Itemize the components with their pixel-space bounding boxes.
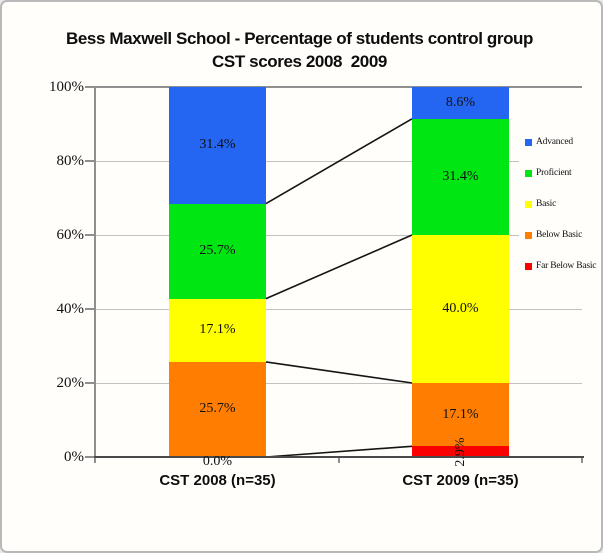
connector-line (266, 235, 412, 299)
category-label: CST 2009 (n=35) (402, 472, 519, 489)
category-label: CST 2008 (n=35) (159, 472, 276, 489)
legend-label: Advanced (536, 137, 573, 147)
chart-area (2, 2, 603, 553)
x-tick-mark (94, 458, 96, 463)
x-tick-mark (581, 458, 583, 463)
y-tick-label: 40% (56, 301, 84, 317)
y-tick-label: 80% (56, 153, 84, 169)
y-tick-label: 60% (56, 227, 84, 243)
chart-title-line1: Bess Maxwell School - Percentage of students control group (65, 29, 534, 48)
bar-segment-label: 31.4% (199, 137, 236, 153)
y-tick-label: 0% (64, 449, 84, 465)
bar-segment-label: 25.7% (199, 243, 236, 259)
bar-segment-label: 8.6% (445, 94, 476, 110)
bar-segment-label: 2.9% (452, 437, 468, 467)
bar-segment-label: 25.7% (199, 401, 236, 417)
y-tick-label: 100% (49, 79, 84, 95)
bar-segment-label: 40.0% (442, 301, 479, 316)
connector-lines (2, 2, 603, 553)
chart-title-line2: CST scores 2008 2009 (212, 52, 387, 71)
legend-label: Below Basic (536, 230, 583, 240)
legend-label: Basic (536, 199, 557, 209)
bar-segment-label: 0.0% (202, 454, 233, 469)
legend-label: Far Below Basic (536, 261, 597, 271)
bar-segment-label: 17.1% (199, 322, 236, 338)
x-tick-mark (338, 458, 340, 463)
bar-segment-label: 31.4% (442, 168, 479, 184)
legend-label: Proficient (536, 168, 572, 178)
connector-line (266, 119, 412, 204)
connector-line (266, 362, 412, 383)
bar-segment-label: 17.1% (442, 406, 479, 422)
y-axis-line (94, 87, 96, 461)
y-tick-label: 20% (56, 375, 84, 391)
